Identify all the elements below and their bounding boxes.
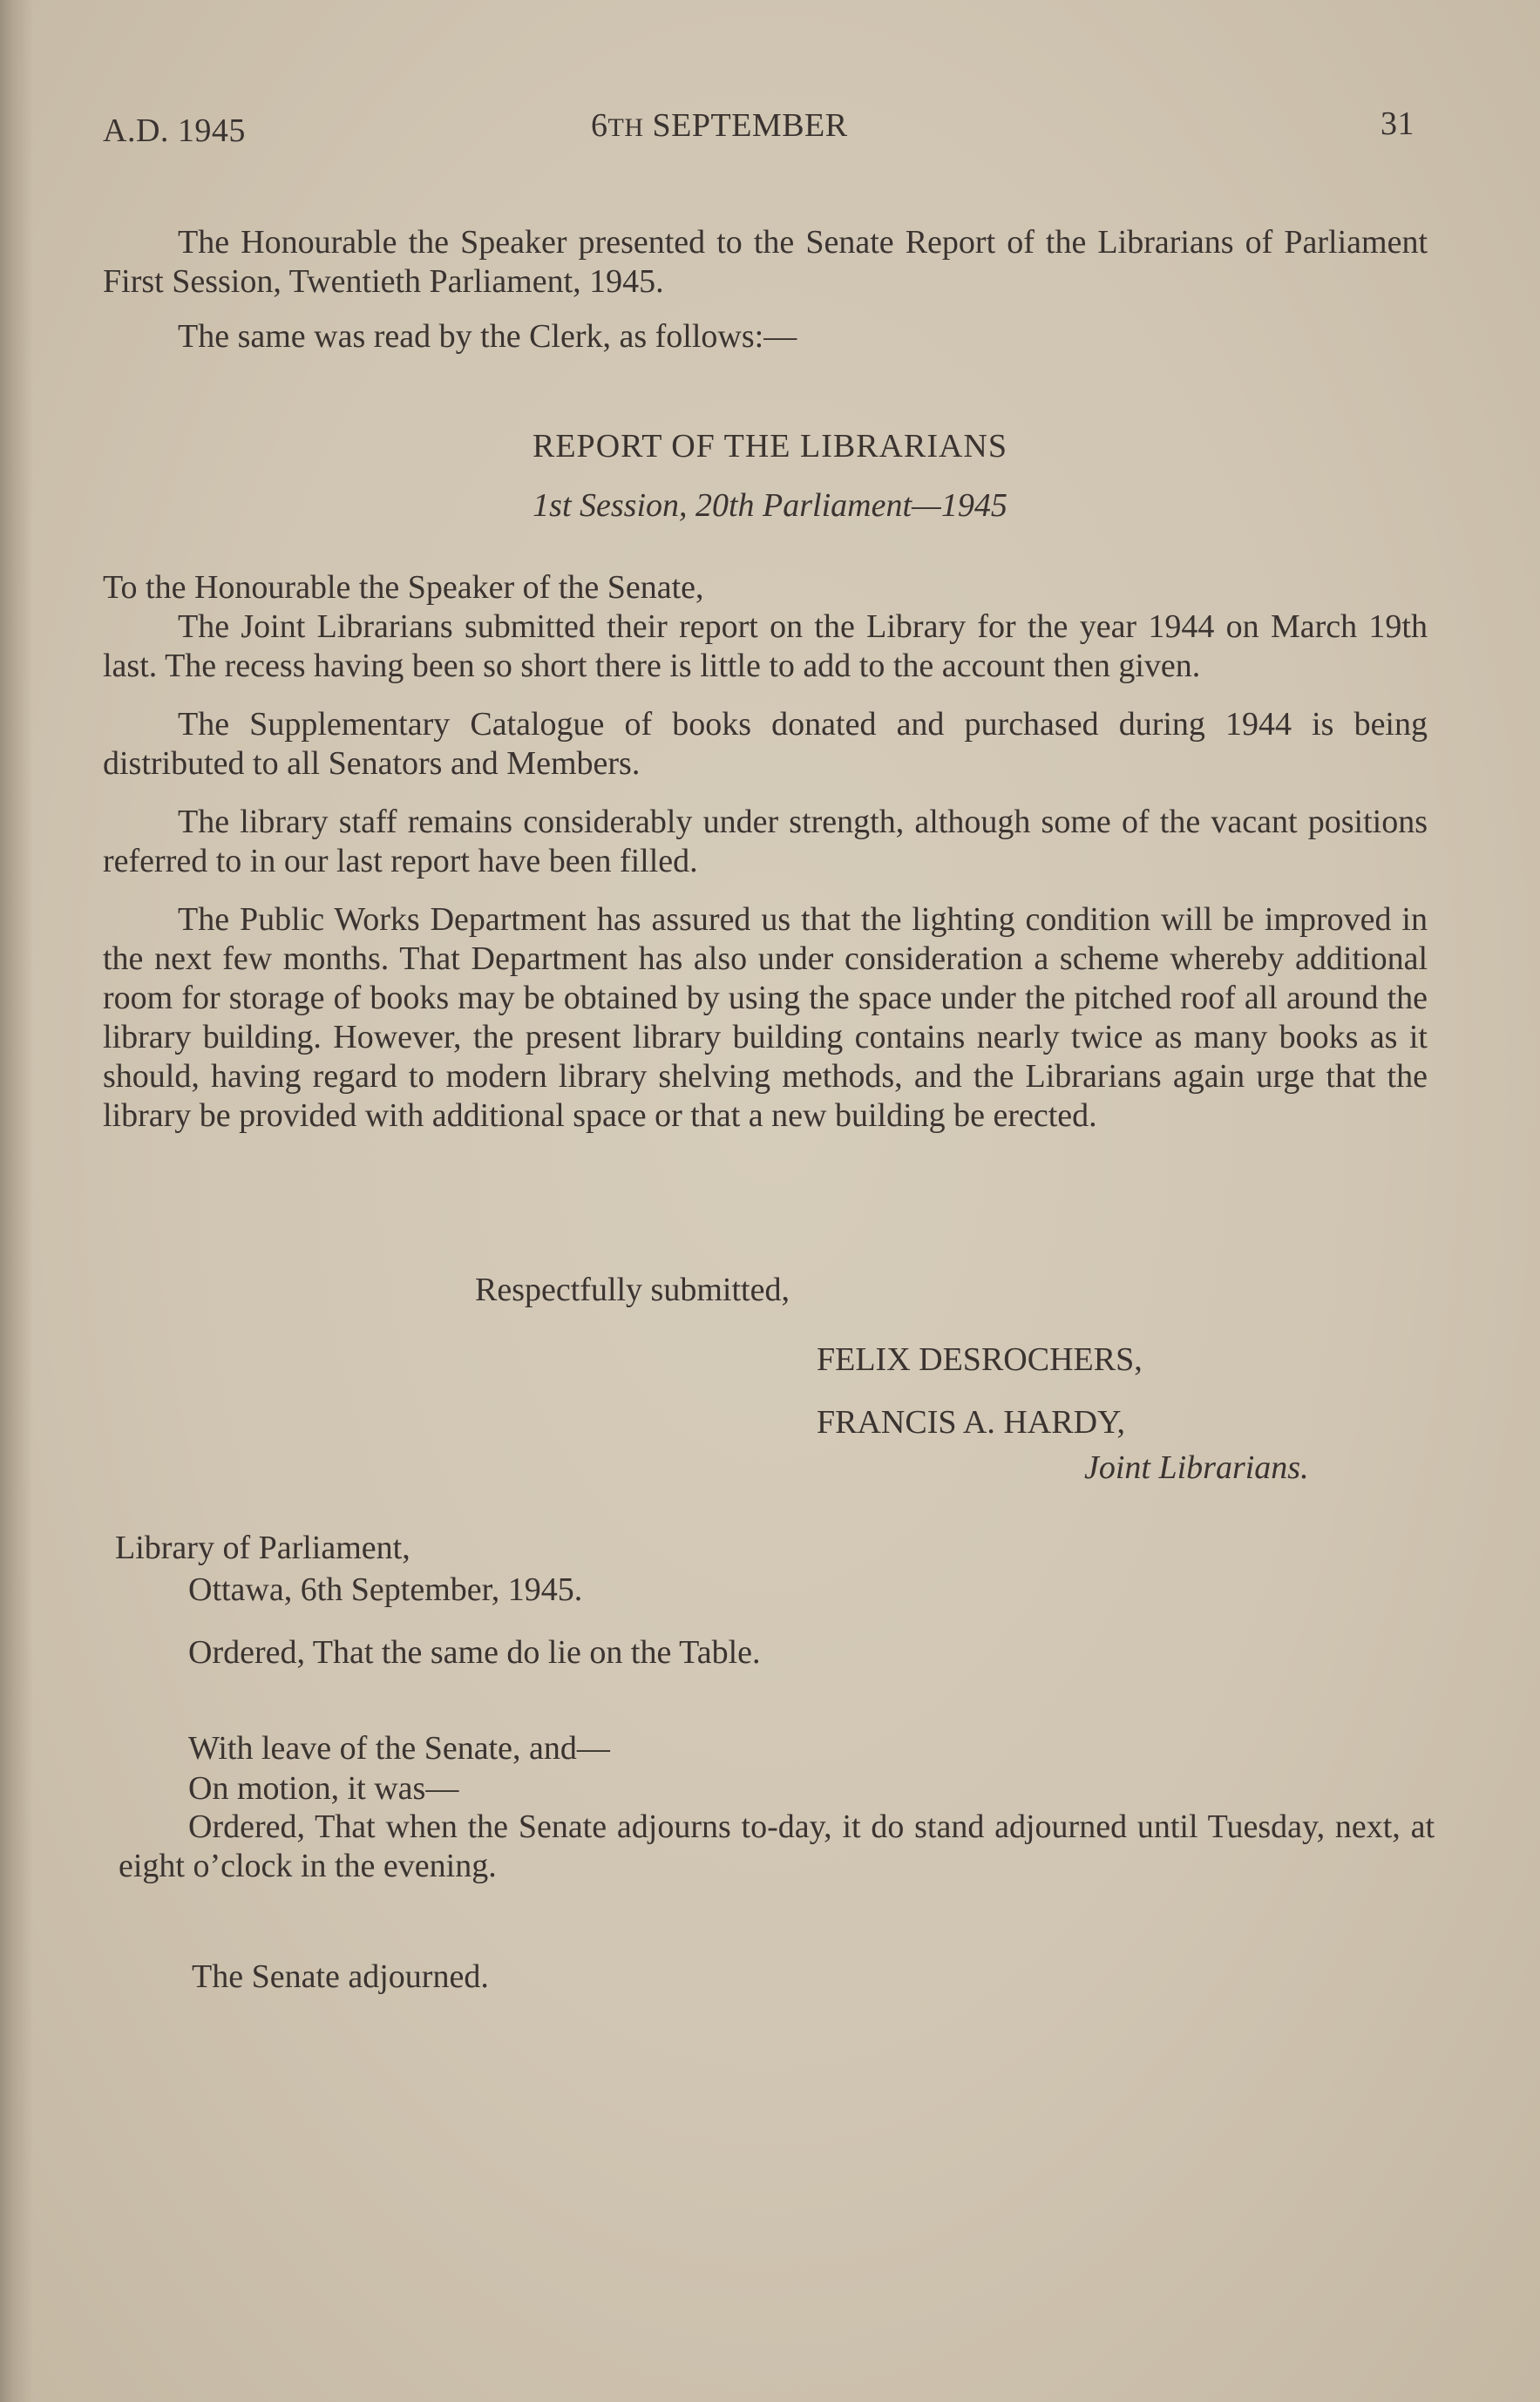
page-number: 31 bbox=[1381, 105, 1414, 142]
signatory-desrochers: FELIX DESROCHERS, bbox=[817, 1341, 1143, 1378]
intro-paragraph: The Honourable the Speaker presented to the Senate Report of the Librarians of Parliament First Session, Twentieth Parliament, 1945. bbox=[103, 224, 1428, 300]
report-paragraph: The Joint Librarians submitted their report on the Library for the year 1944 on March 19th last. The recess having been so short there is little to add to the account then given. bbox=[103, 608, 1428, 684]
header-date: 6TH SEPTEMBER bbox=[591, 107, 848, 144]
salutation: To the Honourable the Speaker of the Senate, bbox=[103, 569, 704, 606]
senate-adjourned: The Senate adjourned. bbox=[192, 1958, 489, 1995]
closing: Respectfully submitted, bbox=[475, 1272, 790, 1308]
report-title: REPORT OF THE LIBRARIANS bbox=[533, 428, 1007, 465]
date-line: Ottawa, 6th September, 1945. bbox=[188, 1571, 583, 1608]
ordered-adjourn: Ordered, That when the Senate adjourns to-day, it do stand adjourned until Tuesday, next, at eight o’clock in the evening. bbox=[119, 1808, 1435, 1884]
report-body bbox=[103, 568, 1428, 1136]
report-paragraph: The Public Works Department has assured us that the lighting condition will be improved in the next few months. That Department has also under consideration a scheme whereby additional room for storage of books may be obtained by using the space under the pitched roof all around the library building. However, the present library building contains nearly twice as many books as it should, having regard to modern library shelving methods, and the Librarians again urge that the library be provided with additional space or that a new building be erected. bbox=[103, 901, 1428, 1134]
signatory-hardy: FRANCIS A. HARDY, bbox=[817, 1404, 1126, 1441]
leave-line: With leave of the Senate, and— bbox=[188, 1730, 610, 1767]
running-header bbox=[103, 105, 1414, 155]
intro-block bbox=[103, 223, 1428, 356]
place-line: Library of Parliament, bbox=[115, 1530, 410, 1566]
report-paragraph: The Supplementary Catalogue of books donated and purchased during 1944 is being distributed to all Senators and Members. bbox=[103, 706, 1428, 782]
motion-line: On motion, it was— bbox=[188, 1770, 459, 1807]
signatory-title: Joint Librarians. bbox=[1084, 1449, 1309, 1486]
header-year: A.D. 1945 bbox=[103, 112, 246, 149]
ordered-table: Ordered, That the same do lie on the Table. bbox=[188, 1634, 761, 1671]
intro-read-paragraph: The same was read by the Clerk, as follows:— bbox=[178, 318, 797, 355]
report-paragraph: The library staff remains considerably under strength, although some of the vacant positions referred to in our last report have been filled. bbox=[103, 804, 1428, 879]
binding-edge bbox=[0, 0, 33, 2402]
report-subtitle: 1st Session, 20th Parliament—1945 bbox=[533, 487, 1007, 524]
